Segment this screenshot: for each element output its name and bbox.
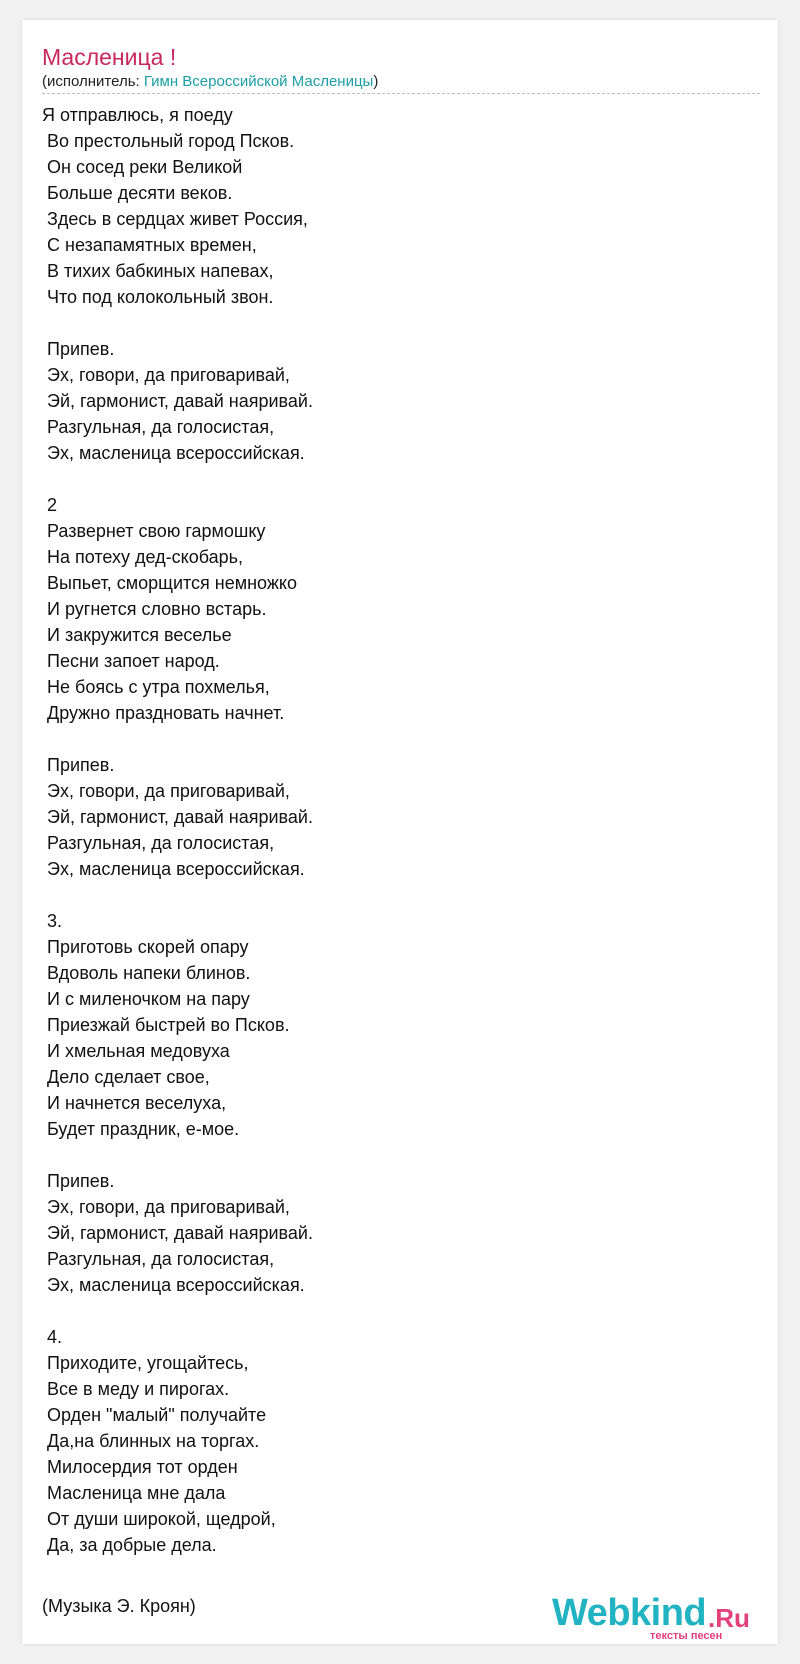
lyric-line: Эх, говори, да приговаривай, (47, 365, 290, 385)
lyric-line: Песни запоет народ. (47, 651, 220, 671)
lyric-line: 3. (47, 911, 63, 931)
lyric-line: 2 (47, 495, 58, 515)
lyric-line: Припев. (47, 755, 115, 775)
lyric-line: Все в меду и пирогах. (47, 1379, 230, 1399)
lyric-line: Эх, масленица всероссийская. (47, 859, 305, 879)
lyric-line: Дружно праздновать начнет. (47, 703, 285, 723)
lyric-spacer (42, 1298, 313, 1324)
lyric-line: Приходите, угощайтесь, (47, 1353, 249, 1373)
lyric-line: Да, за добрые дела. (47, 1535, 217, 1555)
lyric-line: Эй, гармонист, давай наяривай. (47, 1223, 313, 1243)
song-title: Масленица ! (42, 44, 177, 70)
artist-link[interactable]: Гимн Всероссийской Масленицы (143, 73, 374, 90)
lyric-line: В тихих бабкиных напевах, (47, 261, 274, 281)
lyric-line: И хмельная медовуха (47, 1041, 230, 1061)
artist-prefix: (исполнитель: (42, 73, 144, 90)
logo-tagline: тексты песен (650, 1630, 723, 1642)
lyric-spacer (42, 310, 313, 336)
lyric-line: С незапамятных времен, (47, 235, 257, 255)
lyric-line: И с миленочком на пару (47, 989, 250, 1009)
lyric-line: Эй, гармонист, давай наяривай. (47, 807, 313, 827)
lyric-line: Здесь в сердцах живет Россия, (47, 209, 308, 229)
lyric-line: И закружится веселье (47, 625, 232, 645)
lyric-line: Не боясь с утра похмелья, (47, 677, 270, 697)
lyric-spacer (42, 882, 313, 908)
lyric-line: Что под колокольный звон. (47, 287, 274, 307)
lyric-line: От души широкой, щедрой, (47, 1509, 276, 1529)
lyric-line: Во престольный город Псков. (47, 131, 295, 151)
lyric-line: Дело сделает свое, (47, 1067, 210, 1087)
artist-suffix: ) (373, 73, 379, 90)
lyric-line: Я отправлюсь, я поеду (42, 105, 233, 125)
lyric-line: И начнется веселуха, (47, 1093, 227, 1113)
lyric-line: Будет праздник, е-мое. (47, 1119, 240, 1139)
lyric-line: Выпьет, сморщится немножко (47, 573, 297, 593)
lyric-line: Эх, говори, да приговаривай, (47, 781, 290, 801)
lyrics-card (22, 20, 778, 1644)
logo-tld: .Ru (708, 1603, 750, 1633)
lyric-line: Разгульная, да голосистая, (47, 1249, 275, 1269)
lyric-spacer (42, 466, 313, 492)
lyric-line: Развернет свою гармошку (47, 521, 266, 541)
lyric-line: Он сосед реки Великой (47, 157, 243, 177)
lyric-line: Приготовь скорей опару (47, 937, 249, 957)
lyric-line: Эх, масленица всероссийская. (47, 443, 305, 463)
lyric-line: Вдоволь напеки блинов. (47, 963, 251, 983)
music-credit: (Музыка Э. Кроян) (42, 1596, 196, 1616)
lyric-line: Милосердия тот орден (47, 1457, 238, 1477)
artist-line (42, 72, 378, 92)
lyric-spacer (42, 1142, 313, 1168)
lyric-line: Больше десяти веков. (47, 183, 233, 203)
lyric-line: Эй, гармонист, давай наяривай. (47, 391, 313, 411)
lyric-spacer (42, 726, 313, 752)
lyric-line: Приезжай быстрей во Псков. (47, 1015, 290, 1035)
logo-name: Webkind (552, 1592, 707, 1634)
lyric-line: На потеху дед-скобарь, (47, 547, 244, 567)
lyric-line: Орден "малый" получайте (47, 1405, 267, 1425)
lyric-line: Разгульная, да голосистая, (47, 417, 275, 437)
lyric-line: Разгульная, да голосистая, (47, 833, 275, 853)
lyric-line: Припев. (47, 339, 115, 359)
lyric-line: Масленица мне дала (47, 1483, 226, 1503)
header-divider (42, 93, 760, 94)
site-logo[interactable] (550, 1593, 760, 1643)
lyric-line: Да,на блинных на торгах. (47, 1431, 260, 1451)
lyric-line: 4. (47, 1327, 63, 1347)
lyric-line: Эх, масленица всероссийская. (47, 1275, 305, 1295)
lyric-line: Эх, говори, да приговаривай, (47, 1197, 290, 1217)
lyric-line: Припев. (47, 1171, 115, 1191)
lyric-line: И ругнется словно встарь. (47, 599, 267, 619)
lyrics-text (42, 102, 313, 1558)
